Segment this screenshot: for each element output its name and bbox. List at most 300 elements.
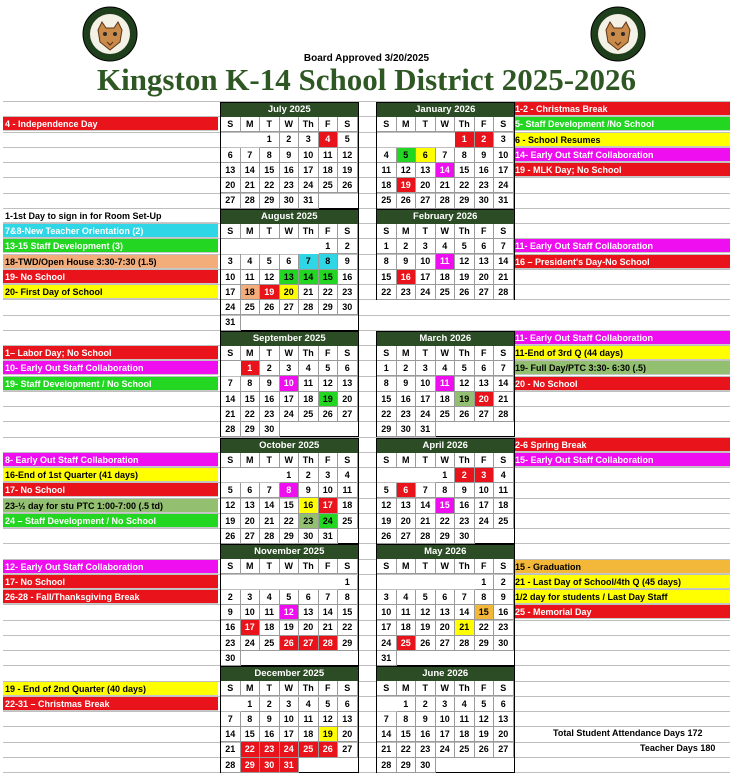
month-calendar	[220, 209, 359, 331]
weekday-header: T	[260, 346, 280, 361]
day-cell: 1	[377, 361, 397, 376]
day-cell: 30	[494, 636, 514, 651]
day-cell: 26	[377, 529, 397, 544]
day-cell: 17	[416, 270, 436, 285]
day-cell: 21	[260, 514, 280, 529]
gridline	[3, 772, 730, 773]
month-title: September 2025	[221, 332, 358, 346]
day-cell: 27	[280, 300, 300, 315]
legend-entry: 1– Labor Day; No School	[3, 346, 218, 360]
day-cell: 28	[455, 636, 475, 651]
day-cell: 10	[475, 483, 495, 498]
day-cell: 8	[338, 590, 358, 605]
day-cell: 30	[397, 422, 417, 437]
day-cell: 13	[221, 163, 241, 178]
day-cell: 14	[416, 498, 436, 513]
day-cell: 27	[397, 529, 417, 544]
day-cell: 28	[377, 758, 397, 773]
day-cell: 5	[319, 361, 339, 376]
weekday-header: S	[221, 224, 241, 239]
day-cell: 17	[221, 285, 241, 300]
day-cell: 3	[280, 697, 300, 712]
day-cell: 31	[377, 651, 397, 666]
day-cell: 2	[475, 132, 495, 147]
month-calendar	[376, 544, 515, 666]
day-cell: 22	[241, 407, 261, 422]
day-cell: 8	[377, 376, 397, 391]
gridline	[3, 528, 730, 529]
day-cell: 10	[416, 254, 436, 269]
day-cell: 8	[377, 254, 397, 269]
day-cell: 29	[436, 529, 456, 544]
weekday-header: Th	[299, 681, 319, 696]
day-cell: 8	[436, 483, 456, 498]
day-cell: 4	[436, 361, 456, 376]
day-cell: 7	[455, 590, 475, 605]
day-cell: 18	[260, 620, 280, 635]
month-calendar	[220, 666, 359, 773]
day-cell: 18	[494, 498, 514, 513]
day-cell: 3	[319, 468, 339, 483]
day-cell: 27	[299, 636, 319, 651]
weekday-header: F	[319, 346, 339, 361]
weekday-header: Th	[299, 559, 319, 574]
day-cell: 22	[377, 285, 397, 300]
day-cell: 15	[241, 392, 261, 407]
legend-entry: 12- Early Out Staff Collaboration	[3, 560, 218, 574]
gridline	[3, 391, 730, 392]
day-cell: 1	[397, 697, 417, 712]
day-cell: 27	[416, 193, 436, 208]
day-cell: 14	[494, 254, 514, 269]
day-cell: 18	[319, 163, 339, 178]
day-cell: 12	[397, 163, 417, 178]
day-cell: 4	[377, 148, 397, 163]
weekday-header: Th	[455, 559, 475, 574]
month-calendar	[220, 331, 359, 438]
day-cell: 2	[416, 697, 436, 712]
day-cell: 22	[338, 620, 358, 635]
day-cell: 22	[436, 514, 456, 529]
day-cell: 2	[299, 468, 319, 483]
legend-entry: 22-31 – Christmas Break	[3, 697, 218, 711]
day-cell: 1	[338, 575, 358, 590]
day-cell: 18	[436, 392, 456, 407]
weekday-header: S	[221, 453, 241, 468]
day-cell: 17	[377, 620, 397, 635]
day-cell: 19	[319, 727, 339, 742]
day-cell: 15	[475, 605, 495, 620]
day-cell: 22	[319, 285, 339, 300]
day-cell: 8	[475, 590, 495, 605]
day-cell: 14	[436, 163, 456, 178]
day-cell: 15	[436, 498, 456, 513]
day-cell: 31	[280, 758, 300, 773]
day-cell: 19	[397, 178, 417, 193]
weekday-header: M	[397, 224, 417, 239]
day-cell: 1	[241, 361, 261, 376]
day-cell: 29	[241, 758, 261, 773]
day-cell: 13	[338, 376, 358, 391]
day-cell: 20	[221, 178, 241, 193]
day-cell: 10	[241, 605, 261, 620]
day-cell: 12	[319, 712, 339, 727]
day-cell: 16	[494, 605, 514, 620]
day-cell: 3	[494, 132, 514, 147]
weekday-header: T	[416, 681, 436, 696]
day-cell: 24	[416, 407, 436, 422]
gridline	[3, 193, 730, 194]
day-cell: 27	[221, 193, 241, 208]
day-cell: 19	[280, 620, 300, 635]
day-cell: 24	[280, 407, 300, 422]
legend-entry: 19- No School	[3, 270, 218, 284]
day-cell: 26	[338, 178, 358, 193]
day-cell: 18	[299, 392, 319, 407]
day-cell: 25	[436, 407, 456, 422]
weekday-header: M	[397, 346, 417, 361]
day-cell: 11	[455, 712, 475, 727]
day-cell: 20	[416, 178, 436, 193]
day-cell: 23	[338, 285, 358, 300]
day-cell: 1	[436, 468, 456, 483]
weekday-header: M	[241, 224, 261, 239]
day-cell: 10	[436, 712, 456, 727]
day-cell: 13	[475, 376, 495, 391]
day-cell: 5	[455, 239, 475, 254]
legend-entry: 23-½ day for stu PTC 1:00-7:00 (.5 td)	[3, 499, 218, 513]
legend-entry: 26-28 - Fall/Thanksgiving Break	[3, 590, 218, 604]
day-cell: 29	[280, 529, 300, 544]
day-cell: 24	[299, 178, 319, 193]
day-cell: 23	[416, 742, 436, 757]
day-cell: 9	[475, 148, 495, 163]
day-cell: 21	[494, 392, 514, 407]
day-cell: 15	[455, 163, 475, 178]
day-cell: 17	[494, 163, 514, 178]
legend-entry: 4 - Independence Day	[3, 117, 218, 131]
day-cell: 21	[377, 742, 397, 757]
day-cell: 12	[475, 712, 495, 727]
weekday-header: W	[436, 117, 456, 132]
day-cell: 26	[455, 407, 475, 422]
weekday-header: S	[221, 346, 241, 361]
day-cell: 18	[377, 178, 397, 193]
weekday-header: T	[416, 346, 436, 361]
weekday-header: M	[241, 346, 261, 361]
gridline	[3, 406, 730, 407]
day-cell: 1	[377, 239, 397, 254]
day-cell: 11	[377, 163, 397, 178]
day-cell: 17	[241, 620, 261, 635]
day-cell: 2	[494, 575, 514, 590]
day-cell: 23	[397, 285, 417, 300]
legend-entry: 2-6 Spring Break	[513, 438, 730, 452]
day-cell: 4	[436, 239, 456, 254]
weekday-header: Th	[455, 117, 475, 132]
gridline	[3, 177, 730, 178]
weekday-header: S	[338, 559, 358, 574]
day-cell: 21	[221, 407, 241, 422]
weekday-header: T	[260, 117, 280, 132]
weekday-header: S	[338, 224, 358, 239]
day-cell: 15	[260, 163, 280, 178]
day-cell: 5	[221, 483, 241, 498]
day-cell: 12	[319, 376, 339, 391]
day-cell: 8	[280, 483, 300, 498]
day-cell: 9	[221, 605, 241, 620]
weekday-header: T	[260, 681, 280, 696]
weekday-header: W	[436, 681, 456, 696]
day-cell: 14	[299, 270, 319, 285]
month-calendar	[376, 102, 515, 209]
day-cell: 8	[319, 254, 339, 269]
day-cell: 13	[475, 254, 495, 269]
weekday-header: F	[475, 559, 495, 574]
day-cell: 20	[475, 270, 495, 285]
weekday-header: W	[436, 224, 456, 239]
day-cell: 17	[436, 727, 456, 742]
weekday-header: S	[377, 117, 397, 132]
day-cell: 30	[260, 422, 280, 437]
day-cell: 17	[280, 392, 300, 407]
day-cell: 29	[319, 300, 339, 315]
weekday-header: W	[436, 559, 456, 574]
day-cell: 30	[280, 193, 300, 208]
gridline	[3, 421, 730, 422]
day-cell: 27	[475, 407, 495, 422]
day-cell: 23	[280, 178, 300, 193]
month-title: April 2026	[377, 439, 514, 453]
day-cell: 18	[299, 727, 319, 742]
month-calendar	[220, 438, 359, 545]
day-cell: 23	[299, 514, 319, 529]
legend-entry: 11- Early Out Staff Collaboration	[513, 239, 730, 253]
day-cell: 12	[455, 254, 475, 269]
day-cell: 26	[475, 742, 495, 757]
month-calendar	[220, 102, 359, 209]
day-cell: 22	[475, 620, 495, 635]
day-cell: 6	[475, 239, 495, 254]
day-cell: 23	[475, 178, 495, 193]
day-cell: 28	[436, 193, 456, 208]
day-cell: 15	[241, 727, 261, 742]
day-cell: 17	[280, 727, 300, 742]
month-title: January 2026	[377, 103, 514, 117]
legend-entry: 19 - End of 2nd Quarter (40 days)	[3, 682, 218, 696]
day-cell: 15	[377, 392, 397, 407]
legend-entry: 17- No School	[3, 575, 218, 589]
day-cell: 14	[221, 727, 241, 742]
day-cell: 6	[338, 361, 358, 376]
day-cell: 9	[260, 376, 280, 391]
month-calendar	[220, 544, 359, 666]
day-cell: 24	[280, 742, 300, 757]
day-cell: 25	[299, 407, 319, 422]
day-cell: 5	[416, 590, 436, 605]
day-cell: 16	[221, 620, 241, 635]
legend-entry: 19- Full Day/PTC 3:30- 6:30 (.5)	[513, 361, 730, 375]
weekday-header: F	[319, 681, 339, 696]
day-cell: 31	[319, 529, 339, 544]
day-cell: 28	[299, 300, 319, 315]
day-cell: 3	[475, 468, 495, 483]
day-cell: 7	[319, 590, 339, 605]
day-cell: 13	[397, 498, 417, 513]
day-cell: 30	[299, 529, 319, 544]
weekday-header: S	[494, 453, 514, 468]
weekday-header: Th	[455, 224, 475, 239]
weekday-header: M	[397, 559, 417, 574]
day-cell: 30	[221, 651, 241, 666]
day-cell: 25	[377, 193, 397, 208]
day-cell: 11	[241, 270, 261, 285]
month-title: March 2026	[377, 332, 514, 346]
month-title: November 2025	[221, 545, 358, 559]
day-cell: 19	[455, 270, 475, 285]
weekday-header: W	[280, 117, 300, 132]
weekday-header: S	[494, 559, 514, 574]
day-cell: 6	[280, 254, 300, 269]
day-cell: 31	[221, 315, 241, 330]
day-cell: 10	[494, 148, 514, 163]
day-cell: 31	[299, 193, 319, 208]
day-cell: 23	[455, 514, 475, 529]
month-calendar	[376, 209, 515, 300]
day-cell: 28	[494, 407, 514, 422]
day-cell: 12	[338, 148, 358, 163]
day-cell: 4	[260, 590, 280, 605]
legend-entry: 24 – Staff Development / No School	[3, 514, 218, 528]
day-cell: 15	[377, 270, 397, 285]
day-cell: 15	[280, 498, 300, 513]
month-calendar	[376, 331, 515, 438]
day-cell: 2	[280, 132, 300, 147]
weekday-header: M	[397, 453, 417, 468]
weekday-header: Th	[299, 346, 319, 361]
day-cell: 14	[319, 605, 339, 620]
day-cell: 2	[397, 361, 417, 376]
day-cell: 1	[455, 132, 475, 147]
day-cell: 10	[280, 712, 300, 727]
day-cell: 10	[377, 605, 397, 620]
day-cell: 28	[221, 758, 241, 773]
month-title: December 2025	[221, 667, 358, 681]
day-cell: 3	[221, 254, 241, 269]
day-cell: 14	[455, 605, 475, 620]
weekday-header: F	[319, 559, 339, 574]
day-cell: 21	[299, 285, 319, 300]
day-cell: 2	[260, 697, 280, 712]
legend-entry: 1-1st Day to sign in for Room Set-Up	[3, 209, 218, 223]
day-cell: 19	[475, 727, 495, 742]
month-title: October 2025	[221, 439, 358, 453]
day-cell: 15	[338, 605, 358, 620]
day-cell: 28	[241, 193, 261, 208]
day-cell: 8	[397, 712, 417, 727]
day-cell: 10	[319, 483, 339, 498]
day-cell: 8	[241, 712, 261, 727]
month-title: June 2026	[377, 667, 514, 681]
day-cell: 21	[494, 270, 514, 285]
weekday-header: S	[221, 681, 241, 696]
day-cell: 1	[241, 697, 261, 712]
day-cell: 12	[260, 270, 280, 285]
day-cell: 16	[280, 163, 300, 178]
day-cell: 25	[494, 514, 514, 529]
day-cell: 22	[377, 407, 397, 422]
legend-entry: 15 - Graduation	[513, 560, 730, 574]
day-cell: 29	[260, 193, 280, 208]
day-cell: 5	[455, 361, 475, 376]
day-cell: 1	[280, 468, 300, 483]
day-cell: 25	[455, 742, 475, 757]
weekday-header: T	[260, 453, 280, 468]
day-cell: 30	[416, 758, 436, 773]
day-cell: 26	[455, 285, 475, 300]
day-cell: 2	[455, 468, 475, 483]
weekday-header: S	[377, 346, 397, 361]
day-cell: 6	[475, 361, 495, 376]
day-cell: 24	[377, 636, 397, 651]
day-cell: 12	[280, 605, 300, 620]
day-cell: 8	[455, 148, 475, 163]
day-cell: 25	[397, 636, 417, 651]
month-title: February 2026	[377, 210, 514, 224]
page-title: Kingston K-14 School District 2025-2026	[96, 62, 637, 97]
day-cell: 14	[241, 163, 261, 178]
day-cell: 11	[397, 605, 417, 620]
day-cell: 9	[416, 712, 436, 727]
day-cell: 10	[299, 148, 319, 163]
day-cell: 21	[436, 178, 456, 193]
day-cell: 29	[455, 193, 475, 208]
weekday-header: F	[319, 224, 339, 239]
day-cell: 11	[436, 254, 456, 269]
day-cell: 20	[436, 620, 456, 635]
day-cell: 13	[436, 605, 456, 620]
day-cell: 29	[377, 422, 397, 437]
day-cell: 9	[338, 254, 358, 269]
day-cell: 1	[319, 239, 339, 254]
weekday-header: T	[260, 559, 280, 574]
day-cell: 26	[280, 636, 300, 651]
day-cell: 7	[221, 712, 241, 727]
weekday-header: Th	[455, 453, 475, 468]
day-cell: 26	[221, 529, 241, 544]
weekday-header: Th	[455, 681, 475, 696]
legend-entry: 5- Staff Development /No School	[513, 117, 730, 131]
weekday-header: W	[280, 224, 300, 239]
day-cell: 25	[299, 742, 319, 757]
day-cell: 16	[397, 392, 417, 407]
day-cell: 10	[416, 376, 436, 391]
day-cell: 7	[241, 148, 261, 163]
day-cell: 9	[397, 376, 417, 391]
day-cell: 6	[299, 590, 319, 605]
weekday-header: W	[280, 453, 300, 468]
day-cell: 7	[260, 483, 280, 498]
day-cell: 18	[241, 285, 261, 300]
day-cell: 11	[494, 483, 514, 498]
day-cell: 6	[241, 483, 261, 498]
legend-entry: 25 - Memorial Day	[513, 605, 730, 619]
gridline	[3, 299, 730, 300]
legend-entry: 20 - No School	[513, 377, 730, 391]
weekday-header: Th	[455, 346, 475, 361]
day-cell: 26	[319, 407, 339, 422]
weekday-header: F	[319, 453, 339, 468]
